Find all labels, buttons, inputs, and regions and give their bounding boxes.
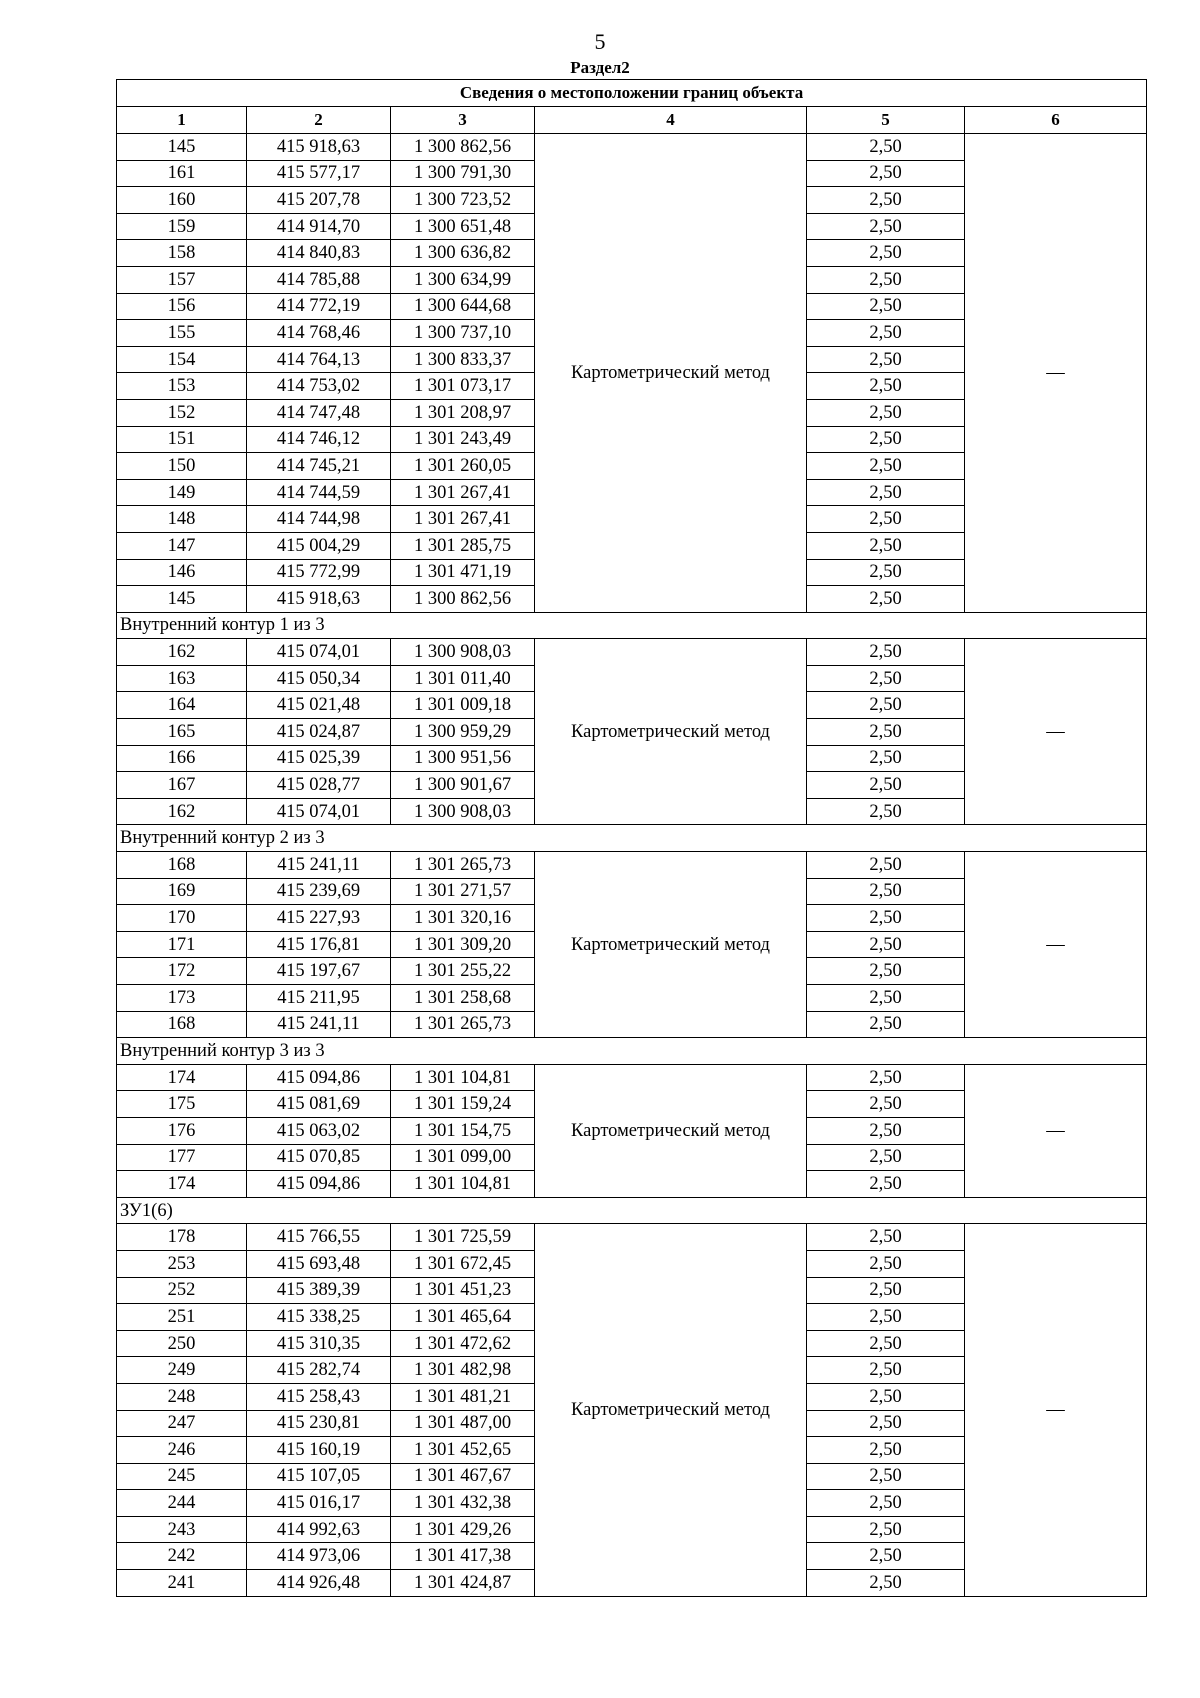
table-caption: Сведения о местоположении границ объекта <box>117 80 1147 107</box>
contour-label-row <box>117 825 1147 852</box>
point-number: 156 <box>117 293 247 320</box>
coordinate-y: 1 301 487,00 <box>391 1410 535 1437</box>
coordinate-y: 1 300 908,03 <box>391 798 535 825</box>
point-number: 161 <box>117 160 247 187</box>
accuracy-value: 2,50 <box>807 1463 965 1490</box>
coordinate-y: 1 300 862,56 <box>391 586 535 613</box>
coordinate-y: 1 301 073,17 <box>391 373 535 400</box>
coordinate-x: 414 747,48 <box>247 399 391 426</box>
coordinate-x: 415 918,63 <box>247 134 391 161</box>
coordinate-x: 414 785,88 <box>247 266 391 293</box>
coordinate-y: 1 300 862,56 <box>391 134 535 161</box>
coordinate-y: 1 301 725,59 <box>391 1224 535 1251</box>
point-number: 145 <box>117 134 247 161</box>
method-cell: Картометрический метод <box>535 134 807 613</box>
accuracy-value: 2,50 <box>807 1410 965 1437</box>
point-number: 160 <box>117 187 247 214</box>
table-row <box>117 134 1147 161</box>
accuracy-value: 2,50 <box>807 905 965 932</box>
accuracy-value: 2,50 <box>807 373 965 400</box>
contour-label: Внутренний контур 2 из 3 <box>117 825 1147 852</box>
accuracy-value: 2,50 <box>807 1250 965 1277</box>
coordinate-x: 415 230,81 <box>247 1410 391 1437</box>
column-number: 3 <box>391 107 535 134</box>
accuracy-value: 2,50 <box>807 1383 965 1410</box>
coordinate-x: 415 024,87 <box>247 719 391 746</box>
contour-label-row <box>117 1038 1147 1065</box>
coordinate-y: 1 300 833,37 <box>391 346 535 373</box>
accuracy-value: 2,50 <box>807 772 965 799</box>
accuracy-value: 2,50 <box>807 134 965 161</box>
point-number: 165 <box>117 719 247 746</box>
accuracy-value: 2,50 <box>807 958 965 985</box>
coordinate-x: 415 021,48 <box>247 692 391 719</box>
coordinate-y: 1 301 258,68 <box>391 985 535 1012</box>
coordinate-y: 1 301 320,16 <box>391 905 535 932</box>
accuracy-value: 2,50 <box>807 719 965 746</box>
accuracy-value: 2,50 <box>807 293 965 320</box>
coordinate-y: 1 301 467,67 <box>391 1463 535 1490</box>
coordinate-y: 1 300 959,29 <box>391 719 535 746</box>
coordinate-x: 415 766,55 <box>247 1224 391 1251</box>
point-number: 178 <box>117 1224 247 1251</box>
point-number: 247 <box>117 1410 247 1437</box>
method-cell: Картометрический метод <box>535 1224 807 1596</box>
coordinate-x: 414 992,63 <box>247 1516 391 1543</box>
coordinate-x: 415 016,17 <box>247 1490 391 1517</box>
coordinate-y: 1 301 104,81 <box>391 1064 535 1091</box>
coordinate-y: 1 301 472,62 <box>391 1330 535 1357</box>
point-number: 167 <box>117 772 247 799</box>
table-row <box>117 1224 1147 1251</box>
column-6-cell: — <box>965 1064 1147 1197</box>
coordinate-y: 1 301 451,23 <box>391 1277 535 1304</box>
contour-label: ЗУ1(6) <box>117 1197 1147 1224</box>
accuracy-value: 2,50 <box>807 1570 965 1597</box>
coordinate-x: 415 081,69 <box>247 1091 391 1118</box>
accuracy-value: 2,50 <box>807 1117 965 1144</box>
coordinate-y: 1 301 285,75 <box>391 532 535 559</box>
method-cell: Картометрический метод <box>535 639 807 825</box>
point-number: 245 <box>117 1463 247 1490</box>
point-number: 149 <box>117 479 247 506</box>
accuracy-value: 2,50 <box>807 1437 965 1464</box>
point-number: 164 <box>117 692 247 719</box>
accuracy-value: 2,50 <box>807 346 965 373</box>
accuracy-value: 2,50 <box>807 878 965 905</box>
contour-label-row <box>117 1197 1147 1224</box>
coordinate-x: 415 918,63 <box>247 586 391 613</box>
point-number: 162 <box>117 639 247 666</box>
point-number: 248 <box>117 1383 247 1410</box>
accuracy-value: 2,50 <box>807 1304 965 1331</box>
coordinate-y: 1 301 154,75 <box>391 1117 535 1144</box>
accuracy-value: 2,50 <box>807 1516 965 1543</box>
accuracy-value: 2,50 <box>807 213 965 240</box>
column-number: 2 <box>247 107 391 134</box>
point-number: 250 <box>117 1330 247 1357</box>
coordinate-y: 1 300 951,56 <box>391 745 535 772</box>
accuracy-value: 2,50 <box>807 399 965 426</box>
accuracy-value: 2,50 <box>807 639 965 666</box>
coordinate-y: 1 301 452,65 <box>391 1437 535 1464</box>
coordinate-x: 415 176,81 <box>247 931 391 958</box>
point-number: 166 <box>117 745 247 772</box>
accuracy-value: 2,50 <box>807 453 965 480</box>
accuracy-value: 2,50 <box>807 240 965 267</box>
contour-label-row <box>117 612 1147 639</box>
coordinate-y: 1 301 208,97 <box>391 399 535 426</box>
point-number: 253 <box>117 1250 247 1277</box>
point-number: 243 <box>117 1516 247 1543</box>
coordinate-y: 1 300 901,67 <box>391 772 535 799</box>
coordinate-y: 1 301 265,73 <box>391 1011 535 1038</box>
point-number: 168 <box>117 852 247 879</box>
coordinate-y: 1 301 481,21 <box>391 1383 535 1410</box>
coordinate-y: 1 301 099,00 <box>391 1144 535 1171</box>
coordinate-y: 1 301 309,20 <box>391 931 535 958</box>
coordinate-y: 1 301 424,87 <box>391 1570 535 1597</box>
column-number: 4 <box>535 107 807 134</box>
coordinate-y: 1 301 672,45 <box>391 1250 535 1277</box>
accuracy-value: 2,50 <box>807 266 965 293</box>
coordinate-x: 414 973,06 <box>247 1543 391 1570</box>
accuracy-value: 2,50 <box>807 320 965 347</box>
table-row <box>117 1064 1147 1091</box>
point-number: 175 <box>117 1091 247 1118</box>
column-6-cell: — <box>965 639 1147 825</box>
accuracy-value: 2,50 <box>807 1330 965 1357</box>
coordinate-x: 415 389,39 <box>247 1277 391 1304</box>
point-number: 242 <box>117 1543 247 1570</box>
coordinate-y: 1 301 417,38 <box>391 1543 535 1570</box>
coordinate-x: 414 914,70 <box>247 213 391 240</box>
coordinate-y: 1 300 636,82 <box>391 240 535 267</box>
accuracy-value: 2,50 <box>807 1064 965 1091</box>
coordinate-x: 415 338,25 <box>247 1304 391 1331</box>
coordinate-x: 414 745,21 <box>247 453 391 480</box>
column-number: 6 <box>965 107 1147 134</box>
coordinate-y: 1 301 255,22 <box>391 958 535 985</box>
point-number: 157 <box>117 266 247 293</box>
accuracy-value: 2,50 <box>807 665 965 692</box>
point-number: 244 <box>117 1490 247 1517</box>
column-number: 1 <box>117 107 247 134</box>
point-number: 251 <box>117 1304 247 1331</box>
table-caption-row <box>117 80 1147 107</box>
point-number: 171 <box>117 931 247 958</box>
point-number: 162 <box>117 798 247 825</box>
accuracy-value: 2,50 <box>807 586 965 613</box>
accuracy-value: 2,50 <box>807 1224 965 1251</box>
accuracy-value: 2,50 <box>807 745 965 772</box>
point-number: 146 <box>117 559 247 586</box>
coordinate-x: 415 241,11 <box>247 852 391 879</box>
point-number: 150 <box>117 453 247 480</box>
coordinate-x: 415 074,01 <box>247 639 391 666</box>
contour-label: Внутренний контур 3 из 3 <box>117 1038 1147 1065</box>
coordinate-y: 1 301 482,98 <box>391 1357 535 1384</box>
boundary-coordinates-table <box>116 79 1147 1597</box>
coordinate-y: 1 301 009,18 <box>391 692 535 719</box>
point-number: 147 <box>117 532 247 559</box>
coordinate-x: 415 107,05 <box>247 1463 391 1490</box>
point-number: 176 <box>117 1117 247 1144</box>
column-6-cell: — <box>965 134 1147 613</box>
accuracy-value: 2,50 <box>807 479 965 506</box>
accuracy-value: 2,50 <box>807 426 965 453</box>
coordinate-x: 415 693,48 <box>247 1250 391 1277</box>
coordinate-x: 415 197,67 <box>247 958 391 985</box>
table-row <box>117 852 1147 879</box>
point-number: 153 <box>117 373 247 400</box>
coordinate-x: 414 840,83 <box>247 240 391 267</box>
point-number: 177 <box>117 1144 247 1171</box>
coordinate-y: 1 301 104,81 <box>391 1171 535 1198</box>
coordinate-x: 415 094,86 <box>247 1064 391 1091</box>
point-number: 148 <box>117 506 247 533</box>
table-row <box>117 639 1147 666</box>
accuracy-value: 2,50 <box>807 1543 965 1570</box>
point-number: 174 <box>117 1171 247 1198</box>
coordinate-x: 415 258,43 <box>247 1383 391 1410</box>
point-number: 169 <box>117 878 247 905</box>
coordinate-y: 1 301 267,41 <box>391 479 535 506</box>
accuracy-value: 2,50 <box>807 1357 965 1384</box>
accuracy-value: 2,50 <box>807 506 965 533</box>
coordinate-x: 415 772,99 <box>247 559 391 586</box>
point-number: 151 <box>117 426 247 453</box>
coordinate-x: 415 577,17 <box>247 160 391 187</box>
point-number: 241 <box>117 1570 247 1597</box>
coordinate-y: 1 301 265,73 <box>391 852 535 879</box>
column-6-cell: — <box>965 852 1147 1038</box>
coordinate-x: 414 772,19 <box>247 293 391 320</box>
point-number: 163 <box>117 665 247 692</box>
point-number: 168 <box>117 1011 247 1038</box>
coordinate-y: 1 300 723,52 <box>391 187 535 214</box>
coordinate-x: 414 768,46 <box>247 320 391 347</box>
coordinate-x: 414 744,59 <box>247 479 391 506</box>
coordinate-y: 1 300 737,10 <box>391 320 535 347</box>
accuracy-value: 2,50 <box>807 931 965 958</box>
coordinate-x: 415 239,69 <box>247 878 391 905</box>
point-number: 249 <box>117 1357 247 1384</box>
accuracy-value: 2,50 <box>807 692 965 719</box>
point-number: 152 <box>117 399 247 426</box>
coordinate-y: 1 300 651,48 <box>391 213 535 240</box>
accuracy-value: 2,50 <box>807 1171 965 1198</box>
coordinate-y: 1 300 908,03 <box>391 639 535 666</box>
section-title: Раздел2 <box>570 58 630 77</box>
method-cell: Картометрический метод <box>535 1064 807 1197</box>
coordinate-x: 414 926,48 <box>247 1570 391 1597</box>
accuracy-value: 2,50 <box>807 1011 965 1038</box>
coordinate-x: 415 025,39 <box>247 745 391 772</box>
coordinate-x: 415 282,74 <box>247 1357 391 1384</box>
coordinate-x: 415 050,34 <box>247 665 391 692</box>
coordinate-y: 1 301 271,57 <box>391 878 535 905</box>
coordinate-y: 1 301 267,41 <box>391 506 535 533</box>
coordinate-x: 415 070,85 <box>247 1144 391 1171</box>
coordinate-y: 1 301 260,05 <box>391 453 535 480</box>
point-number: 252 <box>117 1277 247 1304</box>
accuracy-value: 2,50 <box>807 1144 965 1171</box>
point-number: 170 <box>117 905 247 932</box>
accuracy-value: 2,50 <box>807 1091 965 1118</box>
accuracy-value: 2,50 <box>807 985 965 1012</box>
coordinate-y: 1 300 634,99 <box>391 266 535 293</box>
accuracy-value: 2,50 <box>807 1490 965 1517</box>
accuracy-value: 2,50 <box>807 559 965 586</box>
coordinate-y: 1 301 011,40 <box>391 665 535 692</box>
coordinate-y: 1 301 429,26 <box>391 1516 535 1543</box>
coordinate-x: 415 094,86 <box>247 1171 391 1198</box>
coordinate-x: 414 744,98 <box>247 506 391 533</box>
accuracy-value: 2,50 <box>807 187 965 214</box>
method-cell: Картометрический метод <box>535 852 807 1038</box>
column-6-cell: — <box>965 1224 1147 1596</box>
coordinate-x: 415 004,29 <box>247 532 391 559</box>
accuracy-value: 2,50 <box>807 160 965 187</box>
coordinate-y: 1 300 644,68 <box>391 293 535 320</box>
accuracy-value: 2,50 <box>807 852 965 879</box>
coordinate-x: 414 746,12 <box>247 426 391 453</box>
coordinate-x: 415 310,35 <box>247 1330 391 1357</box>
coordinate-x: 415 160,19 <box>247 1437 391 1464</box>
point-number: 174 <box>117 1064 247 1091</box>
coordinate-x: 414 764,13 <box>247 346 391 373</box>
coordinate-x: 415 207,78 <box>247 187 391 214</box>
coordinate-y: 1 301 432,38 <box>391 1490 535 1517</box>
point-number: 159 <box>117 213 247 240</box>
coordinate-y: 1 301 159,24 <box>391 1091 535 1118</box>
point-number: 173 <box>117 985 247 1012</box>
accuracy-value: 2,50 <box>807 1277 965 1304</box>
page-number: 5 <box>594 29 606 54</box>
column-number: 5 <box>807 107 965 134</box>
contour-label: Внутренний контур 1 из 3 <box>117 612 1147 639</box>
coordinate-x: 415 211,95 <box>247 985 391 1012</box>
coordinate-x: 415 227,93 <box>247 905 391 932</box>
coordinate-x: 415 063,02 <box>247 1117 391 1144</box>
point-number: 172 <box>117 958 247 985</box>
column-number-row <box>117 107 1147 134</box>
coordinate-y: 1 301 243,49 <box>391 426 535 453</box>
point-number: 155 <box>117 320 247 347</box>
accuracy-value: 2,50 <box>807 532 965 559</box>
coordinate-x: 415 074,01 <box>247 798 391 825</box>
point-number: 145 <box>117 586 247 613</box>
point-number: 154 <box>117 346 247 373</box>
coordinate-x: 414 753,02 <box>247 373 391 400</box>
coordinate-x: 415 028,77 <box>247 772 391 799</box>
coordinate-y: 1 301 471,19 <box>391 559 535 586</box>
point-number: 158 <box>117 240 247 267</box>
point-number: 246 <box>117 1437 247 1464</box>
coordinate-y: 1 300 791,30 <box>391 160 535 187</box>
coordinate-y: 1 301 465,64 <box>391 1304 535 1331</box>
accuracy-value: 2,50 <box>807 798 965 825</box>
coordinate-x: 415 241,11 <box>247 1011 391 1038</box>
